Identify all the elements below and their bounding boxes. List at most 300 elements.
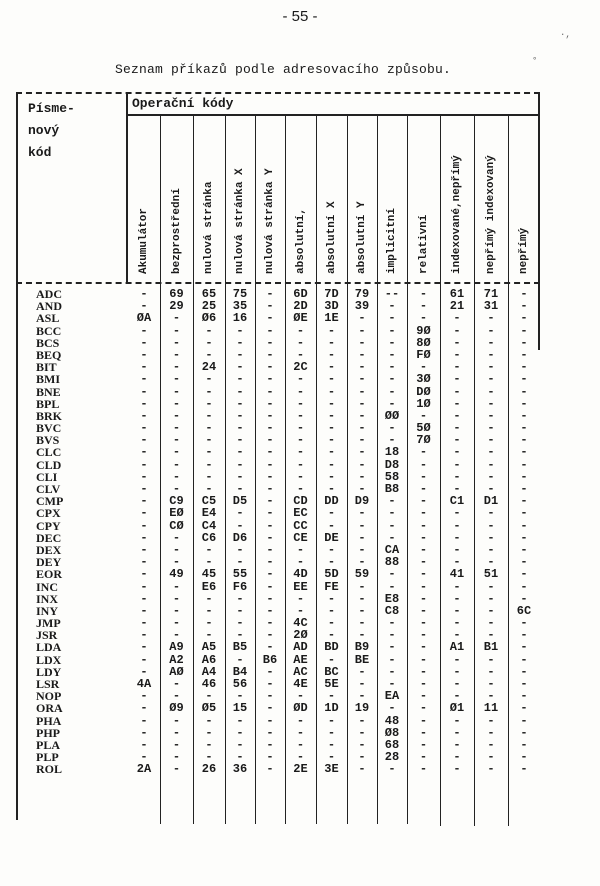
opcode-cell: - — [266, 542, 274, 557]
opcode-cell: - — [296, 750, 305, 765]
opcode-cell: Ø8 — [384, 725, 400, 740]
mnemonic: CLI — [36, 469, 58, 484]
opcode-cell: - — [388, 664, 396, 679]
opcode-cell: - — [453, 725, 461, 740]
opcode-cell: - — [520, 725, 528, 740]
opcode-cell: BD — [324, 640, 339, 655]
opcode-cell: - — [296, 737, 305, 752]
opcode-cell: - — [453, 311, 461, 326]
opcode-cell: EA — [384, 689, 400, 704]
opcode-cell: - — [419, 579, 428, 594]
mnemonic: INC — [36, 579, 59, 594]
opcode-cell: - — [327, 555, 336, 570]
opcode-cell: 19 — [354, 701, 370, 716]
opcode-cell: FE — [324, 579, 339, 594]
opcode-cell: D1 — [483, 494, 499, 509]
mnemonic: BNE — [36, 384, 61, 399]
opcode-cell: - — [296, 323, 305, 338]
opcode-cell: - — [487, 396, 495, 411]
opcode-cell: 5Ø — [416, 421, 431, 436]
page-title: Seznam příkazů podle adresovacího způsobu. — [115, 62, 452, 77]
opcode-cell: - — [388, 530, 396, 545]
opcode-cell: - — [419, 652, 428, 667]
opcode-cell: - — [520, 299, 528, 314]
opcode-cell: - — [453, 323, 461, 338]
column-header — [285, 116, 316, 280]
opcode-cell: - — [172, 542, 181, 557]
opcode-cell: - — [236, 725, 244, 740]
opcode-cell: - — [236, 421, 244, 436]
opcode-cell: - — [140, 457, 148, 472]
column-header — [377, 116, 407, 280]
opcode-cell: - — [327, 457, 336, 472]
opcode-column — [407, 288, 440, 776]
opcode-cell: A9 — [169, 640, 184, 655]
opcode-cell: - — [236, 518, 244, 533]
opcode-cell: - — [205, 689, 213, 704]
opcode-cell: - — [487, 664, 495, 679]
opcode-cell: - — [205, 725, 213, 740]
opcode-cell: 28 — [384, 750, 400, 765]
opcode-cell: - — [296, 445, 305, 460]
mnemonic: LDY — [36, 664, 62, 679]
mnemonic: CMP — [36, 494, 64, 509]
opcode-cell: - — [172, 579, 181, 594]
opcode-cell: A1 — [449, 640, 465, 655]
opcode-cell: - — [140, 396, 148, 411]
opcode-cell: - — [327, 445, 336, 460]
opcode-cell: - — [236, 616, 244, 631]
opcode-cell: - — [266, 579, 274, 594]
opcode-cell: - — [358, 384, 366, 399]
mnemonic: NOP — [36, 689, 62, 704]
opcode-cell: - — [358, 677, 366, 691]
opcode-cell: - — [205, 603, 213, 618]
opcode-cell: - — [296, 482, 305, 496]
opcode-cell: 2C — [293, 360, 308, 375]
opcode-cell: - — [327, 360, 336, 375]
opcode-cell: C5 — [201, 494, 217, 509]
opcode-cell: - — [520, 360, 528, 375]
opcode-cell: - — [140, 384, 148, 399]
opcode-cell: - — [327, 713, 336, 728]
opcode-cell: - — [358, 335, 366, 350]
opcode-cell: - — [520, 652, 528, 667]
column-header — [474, 116, 508, 280]
opcode-cell: CC — [293, 518, 308, 533]
mnemonic: DEX — [36, 542, 62, 557]
opcode-cell: - — [236, 396, 244, 411]
column-header-label: nepřímý indexovaný — [485, 155, 497, 274]
column-header — [347, 116, 377, 280]
opcode-cell: B4 — [232, 664, 248, 679]
opcode-cell: - — [205, 628, 213, 643]
opcode-cell: - — [419, 299, 428, 314]
opcode-cell: - — [296, 384, 305, 399]
opcode-cell: - — [236, 506, 244, 521]
opcode-column — [508, 288, 540, 776]
opcode-cell: - — [388, 567, 396, 582]
opcode-cell: - — [419, 469, 428, 484]
opcode-cell: - — [266, 311, 274, 326]
opcode-cell: CA — [384, 542, 400, 557]
opcode-cell: - — [453, 530, 461, 545]
opcode-cell: CD — [293, 494, 308, 509]
opcode-cell: - — [487, 372, 495, 387]
mnemonic: ADC — [36, 287, 62, 301]
header-line: kód — [28, 145, 52, 160]
opcode-cell: B1 — [483, 640, 499, 655]
opcode-cell: - — [172, 433, 181, 448]
opcode-cell: - — [327, 628, 336, 643]
mnemonic: DEC — [36, 530, 62, 545]
opcode-cell: -- — [384, 287, 400, 301]
opcode-cell: - — [205, 396, 213, 411]
opcode-cell: - — [205, 750, 213, 765]
opcode-cell: - — [266, 372, 274, 387]
mnemonic: JMP — [36, 616, 61, 631]
opcode-cell: - — [172, 737, 181, 752]
opcode-cell: - — [419, 725, 428, 740]
opcode-cell: C4 — [201, 518, 217, 533]
opcode-cell: - — [388, 372, 396, 387]
opcode-cell: - — [266, 603, 274, 618]
mnemonic: CLD — [36, 457, 62, 472]
opcode-cell: - — [327, 725, 336, 740]
opcode-cell: - — [140, 701, 148, 716]
opcode-cell: - — [172, 445, 181, 460]
opcode-cell: - — [140, 737, 148, 752]
opcode-cell: - — [453, 372, 461, 387]
opcode-cell: A6 — [201, 652, 217, 667]
mnemonic: JSR — [36, 628, 58, 643]
opcode-cell: - — [140, 360, 148, 375]
opcode-cell: - — [236, 482, 244, 496]
opcode-cell: 5D — [324, 567, 339, 582]
opcode-cell: - — [266, 677, 274, 691]
opcode-cell: - — [487, 530, 495, 545]
header-bottom-rule — [16, 282, 540, 284]
opcode-cell: - — [453, 750, 461, 765]
opcode-cell: - — [205, 713, 213, 728]
opcode-cell: - — [453, 433, 461, 448]
opcode-cell: - — [453, 396, 461, 411]
opcode-cell: - — [358, 457, 366, 472]
opcode-column — [255, 288, 285, 776]
column-header — [407, 116, 440, 280]
opcode-cell: - — [266, 323, 274, 338]
opcode-cell: - — [487, 555, 495, 570]
opcode-cell: - — [140, 482, 148, 496]
opcode-cell: - — [327, 482, 336, 496]
opcode-cell: - — [358, 591, 366, 606]
mnemonic: BRK — [36, 408, 63, 423]
opcode-cell: 9Ø — [416, 323, 431, 338]
scan-speck: ·, — [560, 30, 571, 40]
opcode-cell: - — [236, 603, 244, 618]
opcode-cell: - — [172, 689, 181, 704]
opcode-cell: - — [520, 640, 528, 655]
opcode-cell: 26 — [201, 762, 217, 777]
opcode-cell: - — [388, 506, 396, 521]
opcode-cell: - — [453, 664, 461, 679]
opcode-cell: - — [205, 616, 213, 631]
opcode-cell: - — [327, 347, 336, 362]
column-header — [508, 116, 540, 280]
opcode-cell: - — [327, 689, 336, 704]
opcode-cell: - — [296, 689, 305, 704]
opcode-cell: - — [487, 750, 495, 765]
opcode-cell: - — [358, 372, 366, 387]
opcode-cell: - — [388, 640, 396, 655]
opcode-cell: AE — [293, 652, 308, 667]
opcode-cell: F6 — [232, 579, 248, 594]
column-header — [255, 116, 285, 280]
opcode-cell: - — [140, 421, 148, 436]
opcode-cell: - — [388, 299, 396, 314]
opcode-cell: D9 — [354, 494, 370, 509]
opcode-cell: - — [487, 689, 495, 704]
scan-speck: ° — [532, 56, 538, 66]
opcode-cell: - — [419, 713, 428, 728]
opcode-cell: B6 — [262, 652, 278, 667]
opcode-cell: - — [419, 616, 428, 631]
opcode-cell: - — [419, 457, 428, 472]
opcode-cell: - — [266, 701, 274, 716]
opcode-cell: - — [236, 652, 244, 667]
opcode-cell: - — [419, 762, 428, 777]
opcode-cell: - — [358, 433, 366, 448]
opcode-cell: CE — [293, 530, 308, 545]
column-header-label: nulová stránka X — [234, 168, 246, 274]
opcode-cell: B5 — [232, 640, 248, 655]
opcode-column — [316, 288, 347, 776]
opcode-cell: - — [388, 311, 396, 326]
mnemonic: BCC — [36, 323, 62, 338]
opcode-cell: - — [172, 530, 181, 545]
opcode-cell: - — [453, 689, 461, 704]
opcode-cell: - — [358, 469, 366, 484]
opcode-cell: - — [358, 347, 366, 362]
opcode-cell: 18 — [384, 445, 400, 460]
opcode-cell: - — [140, 506, 148, 521]
opcode-cell: - — [520, 664, 528, 679]
opcode-cell: - — [266, 518, 274, 533]
opcode-cell: - — [419, 628, 428, 643]
opcode-cell: - — [205, 433, 213, 448]
opcode-cell: - — [520, 457, 528, 472]
mnemonic: CPX — [36, 506, 61, 521]
opcode-cell: - — [419, 482, 428, 496]
opcode-cell: 8Ø — [416, 335, 431, 350]
opcode-cell: - — [419, 518, 428, 533]
opcode-cell: - — [487, 737, 495, 752]
opcode-cell: AD — [293, 640, 308, 655]
opcode-cell: - — [520, 421, 528, 436]
opcode-cell: - — [388, 396, 396, 411]
opcode-cell: - — [487, 579, 495, 594]
opcode-cell: - — [140, 591, 148, 606]
opcode-cell: - — [327, 542, 336, 557]
opcode-cell: - — [358, 725, 366, 740]
mnemonic: BMI — [36, 372, 60, 387]
opcode-cell: - — [453, 555, 461, 570]
column-header-label: nulová stránka — [203, 181, 215, 274]
column-header-label: indexované,nepřímý — [451, 155, 463, 274]
mnemonic: EOR — [36, 567, 63, 582]
opcode-cell: AØ — [169, 664, 184, 679]
opcode-cell: - — [388, 494, 396, 509]
opcode-cell: - — [172, 603, 181, 618]
opcode-cell: - — [487, 347, 495, 362]
opcode-cell: - — [172, 457, 181, 472]
opcode-cell: A5 — [201, 640, 217, 655]
opcode-cell: - — [388, 762, 396, 777]
opcode-cell: - — [140, 640, 148, 655]
opcode-cell: 56 — [232, 677, 248, 691]
page-number: - 55 - — [282, 8, 318, 25]
opcode-cell: - — [453, 579, 461, 594]
opcode-cell: - — [140, 445, 148, 460]
opcode-cell: - — [487, 335, 495, 350]
opcode-cell: - — [487, 677, 495, 691]
opcode-cell: - — [487, 652, 495, 667]
opcode-cell: - — [358, 408, 366, 423]
opcode-cell: A4 — [201, 664, 217, 679]
opcode-cell: 24 — [201, 360, 217, 375]
opcode-cell: - — [266, 762, 274, 777]
opcode-cell: - — [266, 725, 274, 740]
mnemonic: INY — [36, 603, 59, 618]
opcode-cell: - — [140, 616, 148, 631]
opcode-cell: - — [358, 421, 366, 436]
opcode-cell: - — [172, 713, 181, 728]
opcode-cell: 65 — [201, 287, 217, 301]
opcode-cell: - — [236, 445, 244, 460]
opcode-cell: C1 — [449, 494, 465, 509]
opcode-cell: - — [205, 482, 213, 496]
opcode-cell: - — [140, 725, 148, 740]
opcode-cell: - — [205, 445, 213, 460]
opcode-cell: 3Ø — [416, 372, 431, 387]
opcode-cell: Ø6 — [201, 311, 217, 326]
opcode-column — [225, 288, 255, 776]
column-header — [440, 116, 474, 280]
opcode-cell: 55 — [232, 567, 248, 582]
opcode-cell: 15 — [232, 701, 248, 716]
opcode-cell: - — [419, 750, 428, 765]
opcode-cell: - — [358, 518, 366, 533]
opcode-cell: - — [266, 664, 274, 679]
opcode-cell: - — [520, 347, 528, 362]
opcode-cell: - — [296, 591, 305, 606]
opcode-cell: - — [266, 713, 274, 728]
opcode-cell: - — [296, 433, 305, 448]
opcode-cell: - — [266, 360, 274, 375]
opcode-cell: 79 — [354, 287, 370, 301]
opcode-cell: 46 — [201, 677, 217, 691]
mnemonic: AND — [36, 299, 62, 314]
opcode-cell: 4E — [293, 677, 308, 691]
opcode-cell: - — [266, 396, 274, 411]
opcode-cell: - — [172, 384, 181, 399]
opcode-cell: - — [453, 628, 461, 643]
opcode-cell: - — [487, 311, 495, 326]
opcode-cell: - — [205, 408, 213, 423]
opcode-cell: - — [358, 737, 366, 752]
opcode-cell: 35 — [232, 299, 248, 314]
opcode-cell: - — [358, 482, 366, 496]
opcode-cell: - — [140, 750, 148, 765]
opcode-cell: - — [419, 737, 428, 752]
opcode-cell: - — [205, 372, 213, 387]
opcode-cell: - — [388, 677, 396, 691]
column-header — [225, 116, 255, 280]
opcode-cell: - — [388, 421, 396, 436]
opcode-cell: - — [419, 640, 428, 655]
column-header — [316, 116, 347, 280]
opcode-cell: 5E — [324, 677, 339, 691]
opcode-cell: - — [520, 287, 528, 301]
mnemonic: LDA — [36, 640, 62, 655]
opcode-column — [377, 288, 407, 776]
opcode-cell: - — [296, 457, 305, 472]
opcode-cell: 59 — [354, 567, 370, 582]
opcode-cell: - — [172, 677, 181, 691]
opcode-cell: 2Ø — [293, 628, 308, 643]
opcode-cell: - — [140, 713, 148, 728]
opcode-cell: 2A — [136, 762, 152, 777]
opcode-cell: - — [520, 713, 528, 728]
opcode-cell: 4A — [136, 677, 152, 691]
opcode-cell: - — [453, 542, 461, 557]
mnemonic: DEY — [36, 555, 62, 570]
opcode-cell: - — [487, 725, 495, 740]
table-left-border — [16, 92, 18, 820]
opcode-cell: - — [487, 384, 495, 399]
opcode-cell: - — [453, 603, 461, 618]
opcode-cell: - — [266, 530, 274, 545]
column-header-label: relativní — [417, 214, 430, 274]
opcode-cell: - — [172, 360, 181, 375]
opcode-cell: 4C — [293, 616, 308, 631]
opcode-cell: 75 — [232, 287, 248, 301]
opcode-cell: 61 — [449, 287, 465, 301]
opcode-cell: - — [266, 408, 274, 423]
opcode-cell: - — [327, 469, 336, 484]
opcode-cell: C6 — [201, 530, 217, 545]
opcode-cell: - — [358, 542, 366, 557]
opcode-cell: - — [296, 542, 305, 557]
mnemonic-column — [36, 288, 63, 776]
opcode-cell: - — [453, 737, 461, 752]
opcode-cell: - — [236, 542, 244, 557]
mnemonic: PHA — [36, 713, 62, 728]
opcode-cell: - — [487, 616, 495, 631]
opcode-cell: - — [487, 360, 495, 375]
opcode-cell: - — [296, 421, 305, 436]
opcode-cell: - — [140, 469, 148, 484]
opcode-cell: 2E — [293, 762, 308, 777]
table-top-border — [16, 92, 540, 94]
opcodes-group-header: Operační kódy — [132, 96, 234, 111]
header-line: nový — [28, 123, 60, 138]
opcode-cell: E4 — [201, 506, 217, 521]
opcode-cell: 48 — [384, 713, 400, 728]
opcode-cell: EØ — [169, 506, 184, 521]
opcode-cell: - — [419, 603, 428, 618]
opcode-cell: - — [520, 737, 528, 752]
